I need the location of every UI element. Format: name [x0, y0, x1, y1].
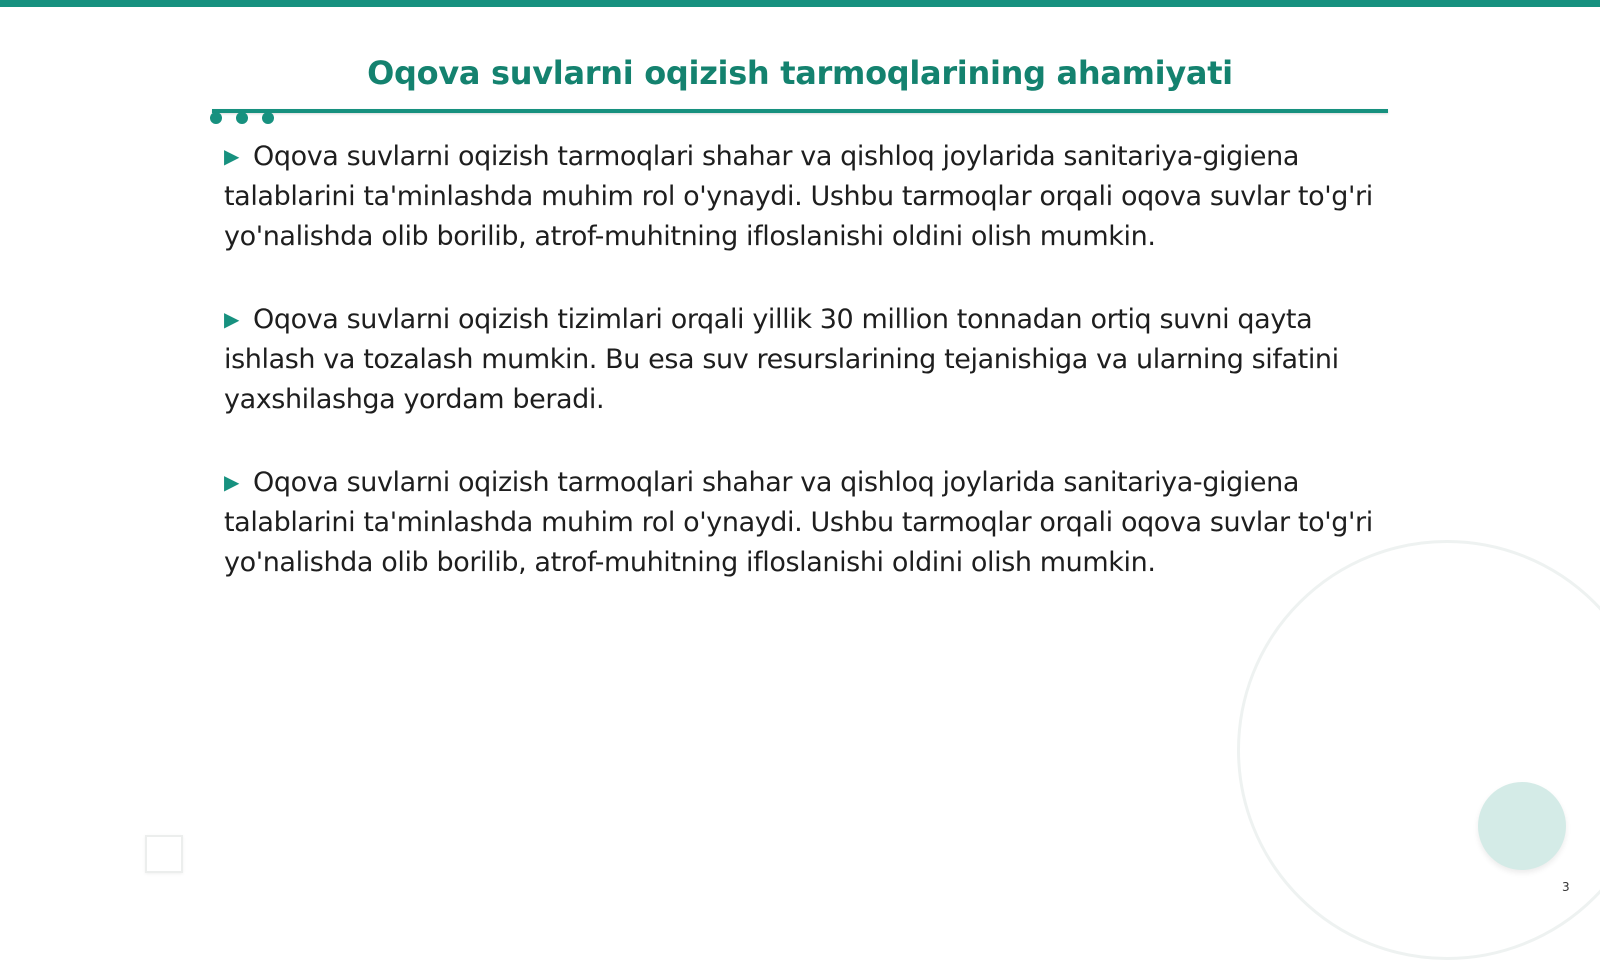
page-number: 3 [1562, 880, 1570, 894]
bullet-text: Oqova suvlarni oqizish tizimlari orqali yillik 30 million tonnadan ortiq suvni qayta ishlash va tozalash mumkin. Bu esa suv resurslarining tejanishiga va ularning sifatini yaxshilashga yordam beradi. [224, 304, 1339, 415]
play-arrow-icon: ▶ [224, 144, 239, 168]
title-underline [212, 109, 1388, 113]
bullet-text: Oqova suvlarni oqizish tarmoqlari shahar va qishloq joylarida sanitariya-gigiena talablarini ta'minlashda muhim rol o'ynaydi. Ushbu tarmoqlar orqali oqova suvlar to'g'ri yo'nalishda olib borilib, atrof-muhitning ifloslanishi oldini olish mumkin. [224, 141, 1373, 252]
play-arrow-icon: ▶ [224, 307, 239, 331]
decorative-dot [1478, 782, 1566, 870]
decorative-square [145, 835, 183, 873]
play-arrow-icon: ▶ [224, 470, 239, 494]
top-accent-bar [0, 0, 1600, 7]
underline-dot [210, 112, 222, 124]
underline-dot [236, 112, 248, 124]
bullet-item [224, 136, 1374, 257]
bullet-item [224, 299, 1374, 420]
slide-title: Oqova suvlarni oqizish tarmoqlarining ahamiyati [367, 54, 1233, 92]
underline-dot [262, 112, 274, 124]
bullet-text: Oqova suvlarni oqizish tarmoqlari shahar va qishloq joylarida sanitariya-gigiena talablarini ta'minlashda muhim rol o'ynaydi. Ushbu tarmoqlar orqali oqova suvlar to'g'ri yo'nalishda olib borilib, atrof-muhitning ifloslanishi oldini olish mumkin. [224, 467, 1373, 578]
bullet-list [224, 136, 1374, 625]
bullet-item [224, 462, 1374, 583]
